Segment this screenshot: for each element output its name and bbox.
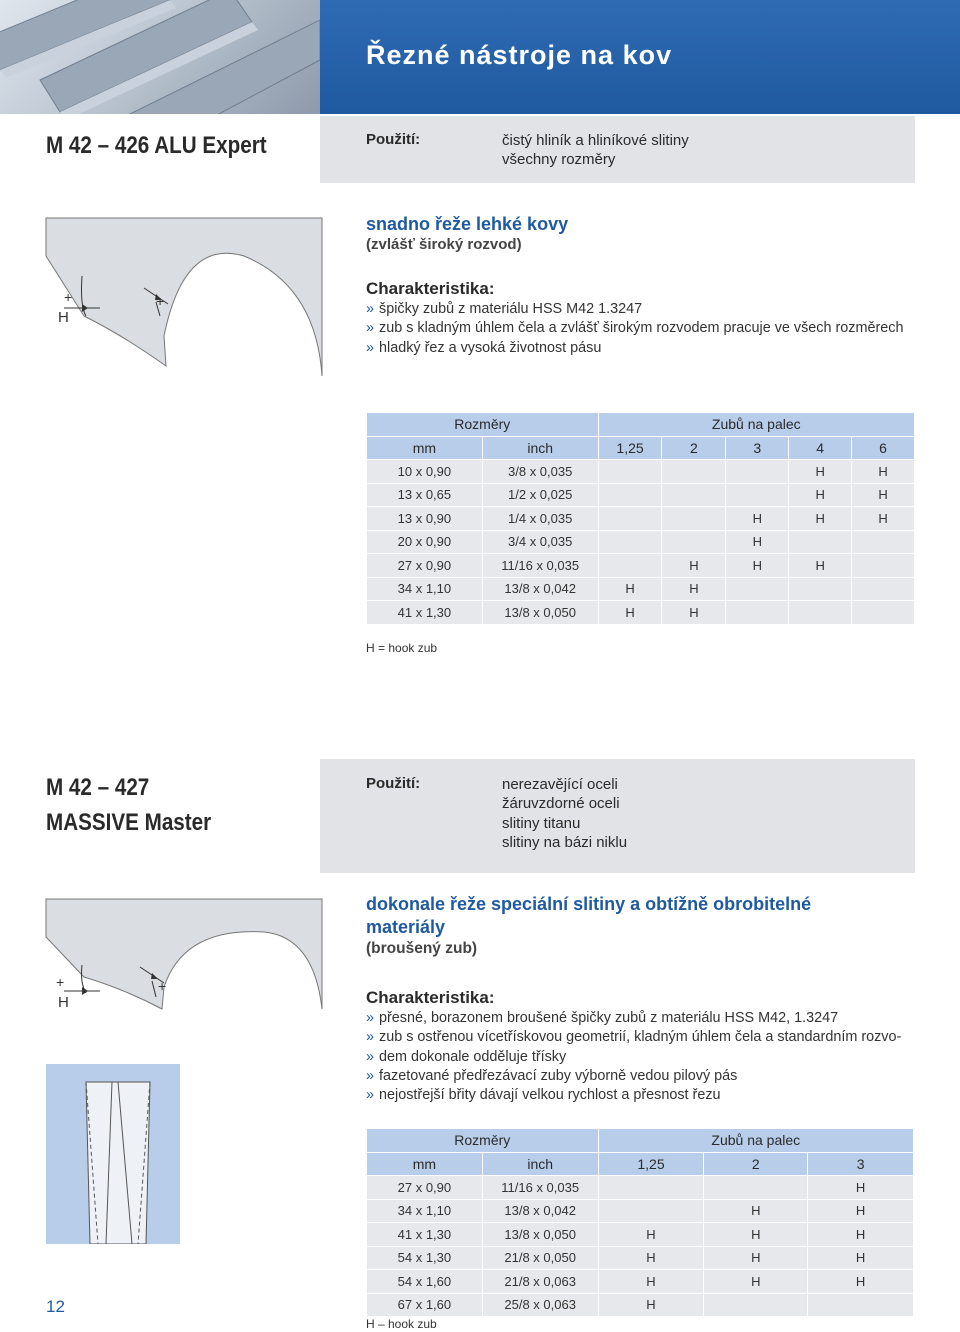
saw-blades-image [0,0,320,114]
char-item: » přesné, borazonem broušené špičky zubů z materiálu HSS M42, 1.3247 [366,1009,901,1028]
table-cell: H [598,1223,704,1247]
table-cell: 20 x 0,90 [367,530,483,554]
table-cell: 13/8 x 0,042 [482,577,598,601]
table-cell: H [704,1246,808,1270]
table-cell [662,507,726,531]
table-cell [598,530,662,554]
use-item: všechny rozměry [502,151,616,169]
product-1-name [46,128,267,163]
table-cell [726,483,789,507]
product-2-char-list [366,1009,901,1105]
use-item: žáruvzdorné oceli [502,795,620,813]
table-cell: 27 x 0,90 [367,554,483,578]
table-cell [808,1293,914,1317]
table-cell: H [598,1270,704,1294]
table-cell: H [789,460,852,484]
table-row [367,483,915,507]
table-cell: H [726,507,789,531]
table-row [367,554,915,578]
table-cell: H [852,460,915,484]
table-cell: 34 x 1,10 [367,1199,483,1223]
product-1-use-label: Použití: [366,131,421,148]
table-cell [598,554,662,578]
product-2-spec-table [366,1128,914,1317]
table-cell [852,601,915,625]
table-cell: H [808,1199,914,1223]
table-cell: H [598,577,662,601]
table-col-header: 6 [852,436,915,460]
table-cell [704,1176,808,1200]
table-col-header: 1,25 [598,1152,704,1176]
product-1-use-box [320,116,915,183]
table-cell [598,1176,704,1200]
table-row [367,1246,914,1270]
table-cell: H [808,1176,914,1200]
table-cell: H [808,1223,914,1247]
table-cell: H [662,577,726,601]
table-cell: 13 x 0,65 [367,483,483,507]
figure-plus-label: + [64,289,73,305]
table-cell [704,1293,808,1317]
figure-h-label: H [58,994,69,1011]
table-cell [598,1199,704,1223]
table-row [367,601,915,625]
page-title: Řezné nástroje na kov [366,40,673,70]
table-cell: 10 x 0,90 [367,460,483,484]
table-cell: 67 x 1,60 [367,1293,483,1317]
table-cell: 27 x 0,90 [367,1176,483,1200]
product-1-char-title: Charakteristika: [366,279,495,298]
product-2-cross-section-figure [46,1064,180,1244]
product-2-table-note: H – hook zub [366,1317,437,1331]
product-2-tooth-figure [44,897,324,1017]
product-1-tooth-figure [44,216,324,384]
header-photo-saw-blades [0,0,320,114]
table-group-header: Zubů na palec [598,413,914,437]
product-1-headline: snadno řeže lehké kovy [366,214,569,234]
table-cell: 41 x 1,30 [367,1223,483,1247]
table-cell: H [726,554,789,578]
figure-plus-label: + [156,293,165,309]
page-number: 12 [46,1297,65,1316]
table-cell [598,483,662,507]
table-group-header: Zubů na palec [598,1129,913,1153]
product-2-name-line: M 42 – 427 [46,774,150,801]
char-item: » hladký řez a vysoká životnost pásu [366,339,903,358]
use-item: čistý hliník a hliníkové slitiny [502,132,689,149]
table-cell [852,577,915,601]
char-item: » nejostřejší břity dávají velkou rychlost a přesnost řezu [366,1086,901,1105]
table-cell: H [852,507,915,531]
table-row [367,577,915,601]
product-1-char-list [366,300,903,358]
table-cell: 34 x 1,10 [367,577,483,601]
headline-line: dokonale řeže speciální slitiny a obtížně obrobitelné [366,894,812,914]
table-row [367,530,915,554]
headline-line: materiály [366,917,446,937]
char-item-continued: » dem dokonale odděluje třísky [366,1048,901,1067]
char-item: » špičky zubů z materiálu HSS M42 1.3247 [366,300,903,319]
table-cell [789,601,852,625]
table-cell: 11/16 x 0,035 [482,554,598,578]
product-2-char-title: Charakteristika: [366,988,495,1007]
table-cell: 21/8 x 0,050 [482,1246,598,1270]
table-col-header: 2 [662,436,726,460]
table-cell: H [704,1223,808,1247]
table-cell: 3/4 x 0,035 [482,530,598,554]
product-2-headline [366,893,811,939]
table-cell: H [789,554,852,578]
table-col-header: mm [367,436,483,460]
table-cell: H [726,530,789,554]
table-col-header: 1,25 [598,436,662,460]
char-item: » zub s ostřenou vícetřískovou geometrií, kladným úhlem čela a standardním rozvo- [366,1028,901,1047]
figure-h-label: H [58,309,69,326]
table-col-header: 3 [726,436,789,460]
product-2-use-box [320,759,915,873]
table-cell: H [808,1270,914,1294]
product-2-subheadline: (broušený zub) [366,940,478,957]
table-cell: H [598,1293,704,1317]
table-col-header: inch [482,1152,598,1176]
char-item: » fazetované předřezávací zuby výborně vedou pilový pás [366,1067,901,1086]
figure-plus-label: + [56,974,65,990]
table-cell: 13/8 x 0,050 [482,1223,598,1247]
table-cell: H [662,554,726,578]
table-col-header: inch [482,436,598,460]
table-cell: 3/8 x 0,035 [482,460,598,484]
table-row [367,1199,914,1223]
product-2-use-label: Použití: [366,775,421,792]
table-cell: H [704,1270,808,1294]
table-row [367,1270,914,1294]
product-2-use-list [502,775,627,852]
product-1-use-list [502,131,689,170]
table-cell [662,530,726,554]
table-cell: H [598,601,662,625]
table-cell: 1/2 x 0,025 [482,483,598,507]
char-item: » zub s kladným úhlem čela a zvlášť širokým rozvodem pracuje ve všech rozměrech [366,319,903,338]
table-row [367,460,915,484]
table-cell: 1/4 x 0,035 [482,507,598,531]
table-cell: 13 x 0,90 [367,507,483,531]
table-row [367,1293,914,1317]
table-cell: H [789,483,852,507]
table-cell: H [852,483,915,507]
table-cell: 54 x 1,30 [367,1246,483,1270]
table-group-header: Rozměry [367,413,599,437]
table-cell: H [789,507,852,531]
table-cell [852,554,915,578]
product-1-subheadline: (zvlášť široký rozvod) [366,236,522,253]
table-cell: H [662,601,726,625]
table-cell: 41 x 1,30 [367,601,483,625]
table-cell [726,577,789,601]
table-cell [662,483,726,507]
table-cell: 13/8 x 0,050 [482,601,598,625]
table-col-header: 4 [789,436,852,460]
product-2-name-line: MASSIVE Master [46,809,212,836]
table-cell [726,460,789,484]
use-item: nerezavějící oceli [502,776,618,793]
table-col-header: 3 [808,1152,914,1176]
product-2-name [46,770,211,840]
table-cell [789,577,852,601]
use-item: slitiny na bázi niklu [502,833,628,851]
table-cell: H [704,1199,808,1223]
product-1-name-line: M 42 – 426 ALU Expert [46,132,267,159]
figure-plus-label: + [158,978,167,994]
table-cell: 11/16 x 0,035 [482,1176,598,1200]
table-cell [789,530,852,554]
table-cell [662,460,726,484]
table-cell: 54 x 1,60 [367,1270,483,1294]
table-cell [598,460,662,484]
table-cell [598,507,662,531]
product-1-spec-table [366,412,915,625]
table-cell: 21/8 x 0,063 [482,1270,598,1294]
table-row [367,1223,914,1247]
table-row [367,1176,914,1200]
product-1-table-note: H = hook zub [366,641,438,655]
table-group-header: Rozměry [367,1129,599,1153]
table-cell: H [598,1246,704,1270]
use-item: slitiny titanu [502,814,581,832]
table-cell [852,530,915,554]
table-row [367,507,915,531]
table-col-header: mm [367,1152,483,1176]
table-cell: 13/8 x 0,042 [482,1199,598,1223]
table-col-header: 2 [704,1152,808,1176]
table-cell: 25/8 x 0,063 [482,1293,598,1317]
table-cell: H [808,1246,914,1270]
table-cell [726,601,789,625]
